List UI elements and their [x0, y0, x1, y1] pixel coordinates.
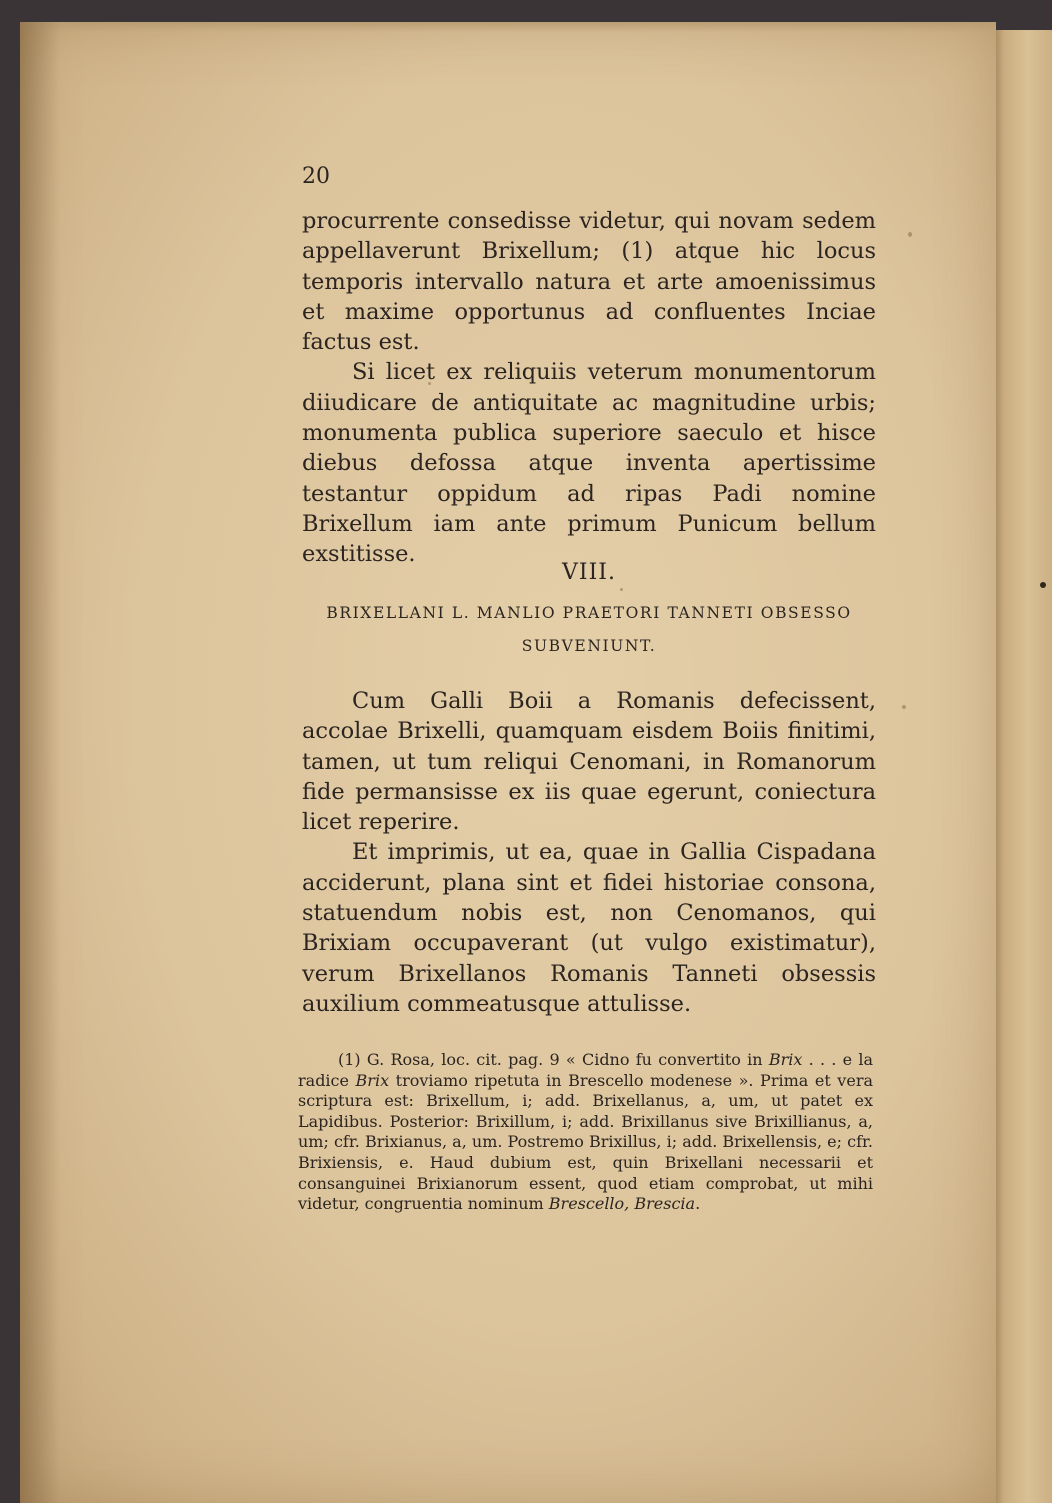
- footnote: [298, 1050, 873, 1215]
- page-number: 20: [302, 164, 330, 189]
- footnote-paragraph: [298, 1050, 873, 1215]
- section-title: [302, 597, 876, 663]
- paragraph: Et imprimis, ut ea, quae in Gallia Cispadana acciderunt, plana sint et fidei historiae consona, statuendum nobis est, non Cenomanos, qui Brixiam occupaverant (ut vulgo existimatur), verum Brixellanos Romanis Tanneti obsessis auxilium commeatusque attulisse.: [302, 839, 876, 1017]
- text-block-upper: [302, 206, 876, 570]
- paragraph: Cum Galli Boii a Romanis defecissent, accolae Brixelli, quamquam eisdem Boiis finitimi, tamen, ut tum reliqui Cenomani, in Romanorum fide permansisse ex iis quae egerunt, coniectura licet reperire.: [302, 688, 876, 836]
- footnote-italic: Brix: [355, 1070, 390, 1090]
- footnote-italic: Brix: [768, 1050, 803, 1069]
- paragraph: procurrente consedisse videtur, qui novam sedem appellaverunt Brixellum; (1) atque hic locus temporis intervallo natura et arte amoenissimus et maxime opportunus ad confluentes Inciae factus est.: [302, 208, 876, 356]
- paper-fleck: [908, 232, 912, 237]
- section-title-line: BRIXELLANI L. MANLIO PRAETORI TANNETI OBSESSO: [326, 604, 852, 622]
- footnote-text: (1) G. Rosa, loc. cit. pag. 9 « Cidno fu convertito in: [338, 1050, 769, 1069]
- section-number: VIII.: [562, 560, 616, 585]
- footnote-text: .: [695, 1194, 701, 1214]
- footnote-text: . . . e la radice: [298, 1050, 874, 1090]
- footnote-italic: Brescello, Brescia: [548, 1194, 696, 1214]
- page-top-edge: [20, 22, 996, 32]
- spine-shadow: [20, 22, 60, 1503]
- paper-fleck: [1040, 582, 1046, 588]
- text-block-lower: [302, 686, 876, 1019]
- paper-fleck: [620, 588, 623, 591]
- section-title-line: SUBVENIUNT.: [521, 637, 657, 655]
- page-edge: [992, 30, 1052, 1503]
- footnote-text: troviamo ripetuta in Brescello modenese ». Prima et vera scriptura est: Brixellum, i; add. Brixellanus, a, um, ut patet ex Lapidibus. Posterior: Brixillum, i; add. Brixillanus sive Brixillianus, a, um; cfr. Brixianus, a, um. Postremo Brixillus, i; add. Brixellensis, e; cfr. Brixiensis, e. Haud dubium est, quin Brixellani necessarii et consanguinei Brixianorum essent, quod etiam comprobat, ut mihi videtur, congruentia nominum: [298, 1070, 874, 1214]
- paragraph: Si licet ex reliquiis veterum monumentorum diiudicare de antiquitate ac magnitudine urbis; monumenta publica superiore saeculo et hisce diebus defossa atque inventa apertissime testantur oppidum ad ripas Padi nomine Brixellum iam ante primum Punicum bellum exstitisse.: [302, 359, 876, 568]
- paper-fleck: [902, 705, 906, 709]
